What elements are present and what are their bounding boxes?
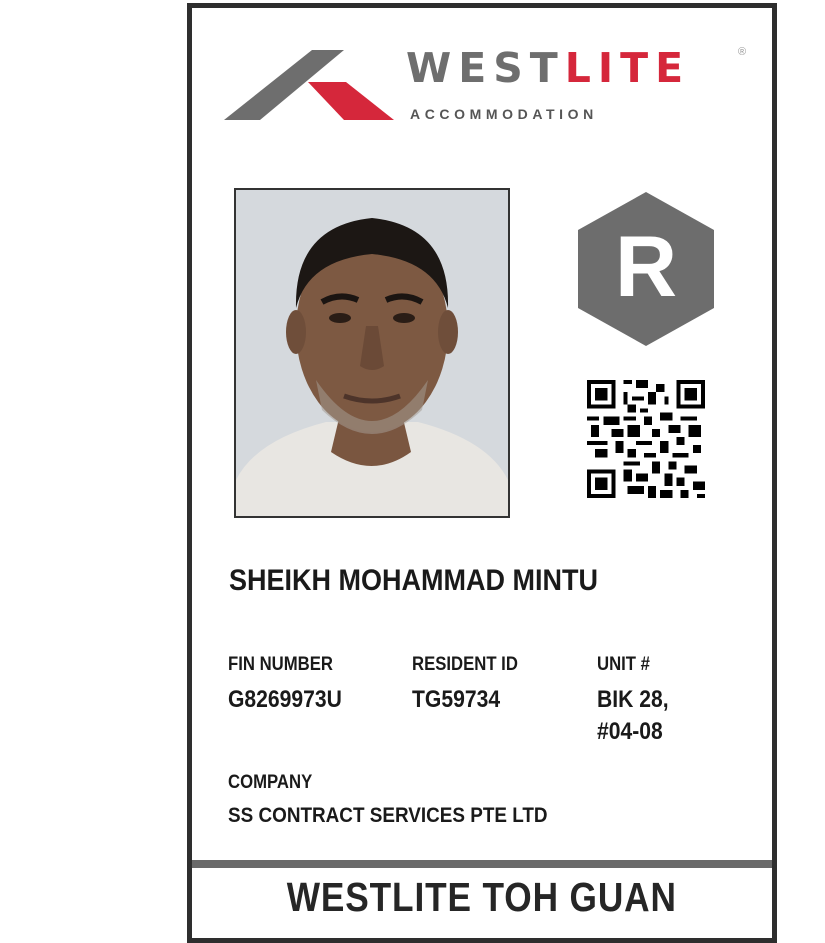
unit-value-line1: BIK 28, xyxy=(597,686,669,713)
brand-wordmark xyxy=(406,44,691,92)
resident-id-card xyxy=(187,3,777,943)
resident-id-label: RESIDENT ID xyxy=(412,654,518,675)
footer-divider xyxy=(192,860,772,868)
unit-label: UNIT # xyxy=(597,654,650,675)
brand-tagline: ACCOMMODATION xyxy=(410,106,598,122)
company-label: COMPANY xyxy=(228,772,313,793)
footer-location xyxy=(192,874,772,921)
roof-logo-icon xyxy=(224,46,394,126)
westlite-logo xyxy=(224,46,754,126)
badge-letter: R xyxy=(614,219,678,315)
resident-id-value: TG59734 xyxy=(412,686,501,713)
footer-location-text: WESTLITE TOH GUAN xyxy=(286,874,678,920)
fin-number-label: FIN NUMBER xyxy=(228,654,333,675)
registered-mark: ® xyxy=(738,46,747,58)
holder-name: SHEIKH MOHAMMAD MINTU xyxy=(229,564,598,597)
holder-photo xyxy=(234,188,510,518)
brand-lite: LITE xyxy=(564,44,691,92)
unit-value-line2: #04-08 xyxy=(597,718,663,745)
fin-number-value: G8269973U xyxy=(228,686,342,713)
portrait-photo xyxy=(236,190,508,516)
resident-badge-icon xyxy=(576,190,716,348)
brand-west: WEST xyxy=(406,44,565,92)
qr-code-icon xyxy=(587,380,705,498)
company-value: SS CONTRACT SERVICES PTE LTD xyxy=(228,804,548,827)
